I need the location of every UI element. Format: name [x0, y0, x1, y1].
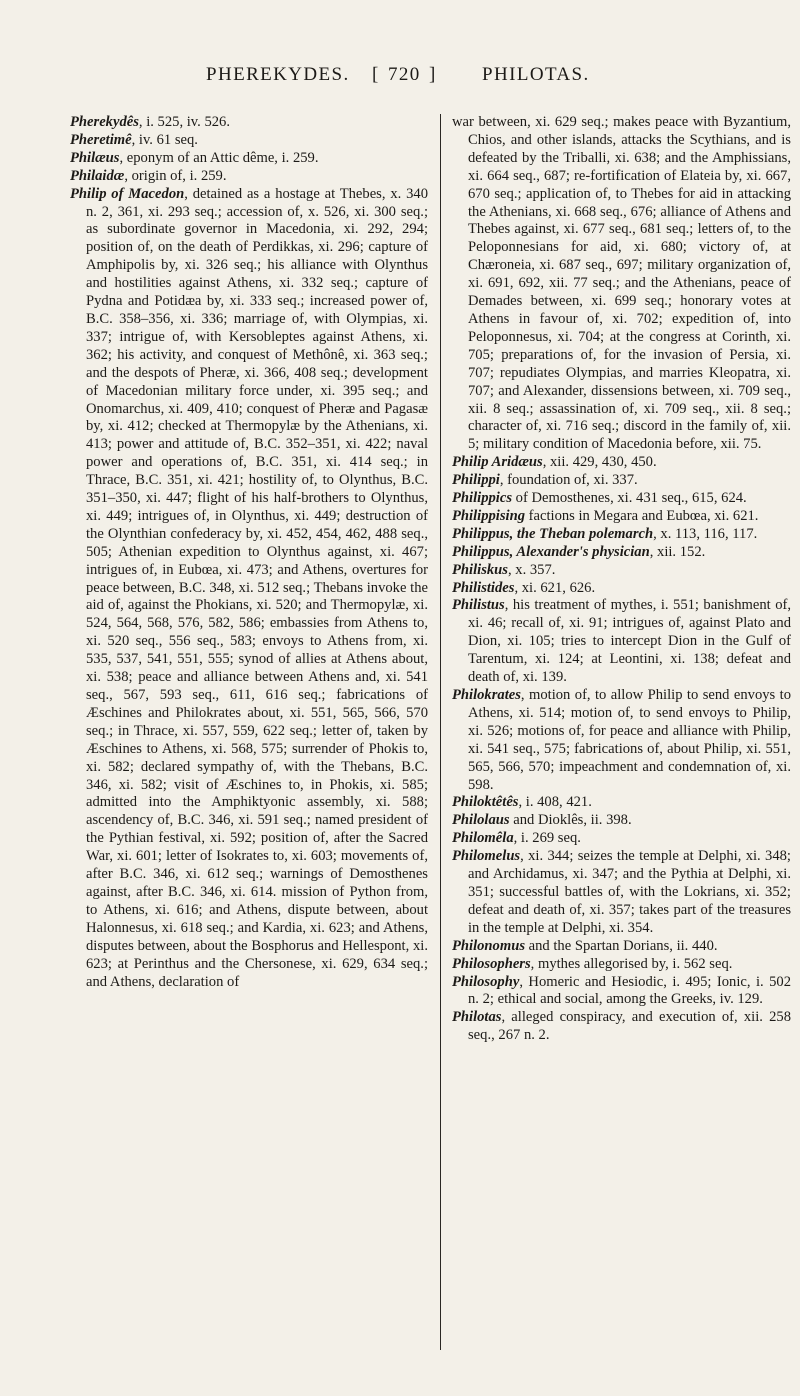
- index-entry: [452, 597, 791, 687]
- entry-headword: Philippics: [452, 490, 512, 507]
- entry-headword: Philotas: [452, 1009, 502, 1026]
- entry-headword: Philistus: [452, 597, 505, 614]
- index-entry: [452, 544, 791, 562]
- entry-references: , i. 269 seq.: [513, 830, 581, 847]
- right-column: [452, 114, 791, 1045]
- entry-references: war between, xi. 629 seq.; makes peace with Byzantium, Chios, and other islands, attacks the Scythians, and is defeated by the Triballi, xi. 638; and the Amphissians, xi. 664 seq., 687; re-fortification of Elateia by, xi. 667, 670 seq.; application of, to Thebes for aid in attacking the Athenians, xi. 668 seq., 676; alliance of Athens and Thebes against, xi. 677 seq., 681 seq.; letters of, to the Peloponnesians for aid, xi. 680; victory of, at Chæroneia, xi. 687 seq., 697; military organization of, xi. 691, 692, xii. 77 seq.; and the Athenians, peace of Demades between, xi. 699 seq.; honorary votes at Athens in favour of, xi. 702; expedition of, into Peloponnesus, xi. 704; at the congress at Corinth, xi. 705; preparations of, for the invasion of Persia, xi. 707; repudiates Olympias, and marries Kleopatra, xi. 707; and Alexander, dissensions between, xi. 709 seq., xii. 8 seq.; assassination of, xi. 709 seq., xii. 8 seq.; character of, xi. 716 seq.; discord in the family of, xii. 5; military condition of Macedonia before, xii. 75.: [452, 114, 791, 453]
- index-entry: [452, 562, 791, 580]
- entry-headword: Philoktêtês: [452, 794, 519, 811]
- index-entry: [452, 472, 791, 490]
- index-entry: [452, 114, 791, 454]
- entry-headword: Philip Aridæus: [452, 454, 543, 471]
- index-entry: [70, 114, 428, 132]
- index-entry: [452, 830, 791, 848]
- entry-references: , origin of, i. 259.: [124, 167, 227, 184]
- index-entry: [70, 186, 428, 992]
- index-entry: [70, 168, 428, 186]
- entry-references: , eponym of an Attic dême, i. 259.: [119, 149, 319, 166]
- entry-headword: Philippi: [452, 472, 500, 489]
- index-entry: [70, 132, 428, 150]
- index-entry: [452, 490, 791, 508]
- column-divider: [440, 114, 441, 1350]
- index-entry: [452, 454, 791, 472]
- entry-headword: Philonomus: [452, 937, 525, 954]
- index-entry: [452, 526, 791, 544]
- header-bracket-open: [: [372, 64, 380, 85]
- index-entry: [452, 848, 791, 938]
- header-right-word: PHILOTAS.: [482, 64, 590, 85]
- entry-headword: Philippising: [452, 507, 525, 524]
- entry-references: , x. 113, 116, 117.: [653, 525, 758, 542]
- entry-headword: Philistides: [452, 579, 515, 596]
- entry-headword: Philomelus: [452, 848, 521, 865]
- entry-references: , mythes allegorised by, i. 562 seq.: [530, 955, 733, 972]
- entry-references: , xi. 621, 626.: [514, 579, 596, 596]
- entry-headword: Philaidæ: [70, 167, 125, 184]
- index-entry: [452, 956, 791, 974]
- entry-references: , his treatment of mythes, i. 551; banishment of, xi. 46; recall of, xi. 91; intrigues of, against Plato and Dion, xi. 105; tries to intercept Dion in the Gulf of Tarentum, xi. 124; at Leontini, xi. 138; defeat and death of, xi. 139.: [468, 597, 791, 686]
- entry-headword: Philæus: [70, 149, 120, 166]
- header-left-word: PHEREKYDES.: [206, 64, 350, 85]
- page-number: 720: [388, 64, 421, 85]
- entry-references: , alleged conspiracy, and execution of, xii. 258 seq., 267 n. 2.: [468, 1009, 791, 1044]
- entry-headword: Pherekydês: [70, 114, 139, 130]
- entry-references: , foundation of, xi. 337.: [499, 472, 638, 489]
- entry-headword: Philokrates: [452, 687, 521, 703]
- entry-headword: Philippus, the Theban polemarch: [452, 525, 654, 542]
- index-entry: [452, 938, 791, 956]
- index-entry: [452, 508, 791, 526]
- entry-references: and Dioklês, ii. 398.: [509, 812, 632, 829]
- entry-headword: Philiskus: [452, 561, 508, 578]
- entry-references: , xii. 152.: [649, 543, 706, 560]
- entry-references: , i. 408, 421.: [518, 794, 592, 811]
- entry-references: , i. 525, iv. 526.: [138, 114, 230, 130]
- entry-headword: Philip of Macedon: [70, 185, 185, 202]
- entry-references: and the Spartan Dorians, ii. 440.: [525, 937, 718, 954]
- index-entry: [452, 812, 791, 830]
- entry-references: , xii. 429, 430, 450.: [542, 454, 657, 471]
- index-entry: [70, 150, 428, 168]
- index-entry: [452, 974, 791, 1010]
- entry-headword: Philosophers: [452, 955, 531, 972]
- entry-references: , iv. 61 seq.: [131, 131, 198, 148]
- entry-headword: Philomêla: [452, 830, 514, 847]
- entry-headword: Philippus, Alexander's physician: [452, 543, 650, 560]
- entry-references: , detained as a hostage at Thebes, x. 340 n. 2, 361, xi. 293 seq.; accession of, x. 526, xi. 300 seq.; as subordinate governor in Macedonia, xi. 292, 294; position of, on the death of Perdikkas, xi. 296; capture of Amphipolis by, xi. 326 seq.; his alliance with Olynthus and hostilities against Athens, xi. 332 seq.; capture of Pydna and Potidæa by, xi. 333 seq.; increased power of, B.C. 358–356, xi. 336; marriage of, with Olympias, xi. 337; intrigue of, with Kersobleptes against Athens, xi. 362; his activity, and conquest of Methônê, xi. 363 seq.; and the despots of Pheræ, xi. 366, 408 seq.; development of Macedonian military force under, xi. 395 seq.; and Onomarchus, xi. 409, 410; conquest of Pheræ and Pagasæ by, xi. 412; checked at Thermopylæ by the Athenians, xi. 413; power and attitude of, B.C. 352–351, xi. 422; naval power and operations of, B.C. 351, xi. 414 seq.; in Thrace, B.C. 351, xi. 421; hostility of, to Olynthus, B.C. 351–350, xi. 447; flight of his half-brothers to Olynthus, xi. 449; intrigues of, in Olynthus, xi. 449; destruction of the Olynthian confederacy by, xi. 452, 454, 462, 488 seq., 505; Athenian expedition to Olynthus against, xi. 467; intrigues of, in Eubœa, xi. 473; and Athens, overtures for peace between, B.C. 348, xi. 512 seq.; Thebans invoke the aid of, against the Phokians, xi. 520; and Thermopylæ, xi. 524, 564, 568, 576, 582, 586; embassies from Athens to, xi. 520 seq., 556 seq., 583; envoys to Athens from, xi. 535, 537, 541, 551, 555; synod of allies at Athens about, xi. 538; peace and alliance between Athens and, xi. 541 seq., 567, 593 seq., 611, 616 seq.; fabrications of Æschines and Philokrates about, xi. 551, 565, 566, 570 seq.; in Thrace, xi. 557, 559, 622 seq.; letter of, taken by Æschines to Athens, xi. 568, 575; surrender of Phokis to, xi. 582; declared sympathy of, with the Thebans, B.C. 346, xi. 582; visit of Æschines to, in Phokis, xi. 585; admitted into the Amphiktyonic assembly, xi. 588; ascendency of, B.C. 346, xi. 591 seq.; named president of the Pythian festival, xi. 592; position of, after the Sacred War, xi. 601; letter of Isokrates to, xi. 603; movements of, after B.C. 346, xi. 612 seq.; warnings of Demosthenes against, after B.C. 346, xi. 614. mission of Python from, to Athens, xi. 616; and Athens, dispute between, about Halonnesus, xi. 618 seq.; and Kardia, xi. 623; and Athens, disputes between, about the Bosphorus and Hellespont, xi. 623; at Perinthus and the Chersonese, xi. 629, 634 seq.; and Athens, declaration of: [86, 185, 428, 990]
- index-entry: [452, 1009, 791, 1045]
- entry-references: , x. 357.: [507, 561, 556, 578]
- left-column: [70, 114, 428, 991]
- header-bracket-close: ]: [429, 64, 437, 85]
- entry-references: factions in Megara and Eubœa, xi. 621.: [525, 507, 759, 524]
- entry-headword: Pheretimê: [70, 131, 132, 148]
- entry-references: , motion of, to allow Philip to send envoys to Athens, xi. 514; motion of, to send envoys to Philip, xi. 526; motions of, for peace and alliance with Philip, xi. 541 seq., 575; fabrications of, about Philip, xi. 551, 565, 566, 570; impeachment and condemnation of, xi. 598.: [468, 687, 791, 793]
- entry-references: of Demosthenes, xi. 431 seq., 615, 624.: [512, 490, 747, 507]
- index-entry: [452, 580, 791, 598]
- index-entry: [452, 687, 791, 794]
- running-header: [0, 64, 800, 94]
- entry-headword: Philolaus: [452, 812, 510, 829]
- entry-references: , xi. 344; seizes the temple at Delphi, xi. 348; and Archidamus, xi. 347; and the Pythia at Delphi, xi. 351; successful battles of, with the Lokrians, xi. 352; defeat and death of, xi. 357; takes part of the treasures in the temple at Delphi, xi. 354.: [468, 848, 791, 936]
- index-entry: [452, 794, 791, 812]
- entry-references: , Homeric and Hesiodic, i. 495; Ionic, i. 502 n. 2; ethical and social, among the Greeks, iv. 129.: [468, 973, 791, 1008]
- entry-headword: Philosophy: [452, 973, 520, 990]
